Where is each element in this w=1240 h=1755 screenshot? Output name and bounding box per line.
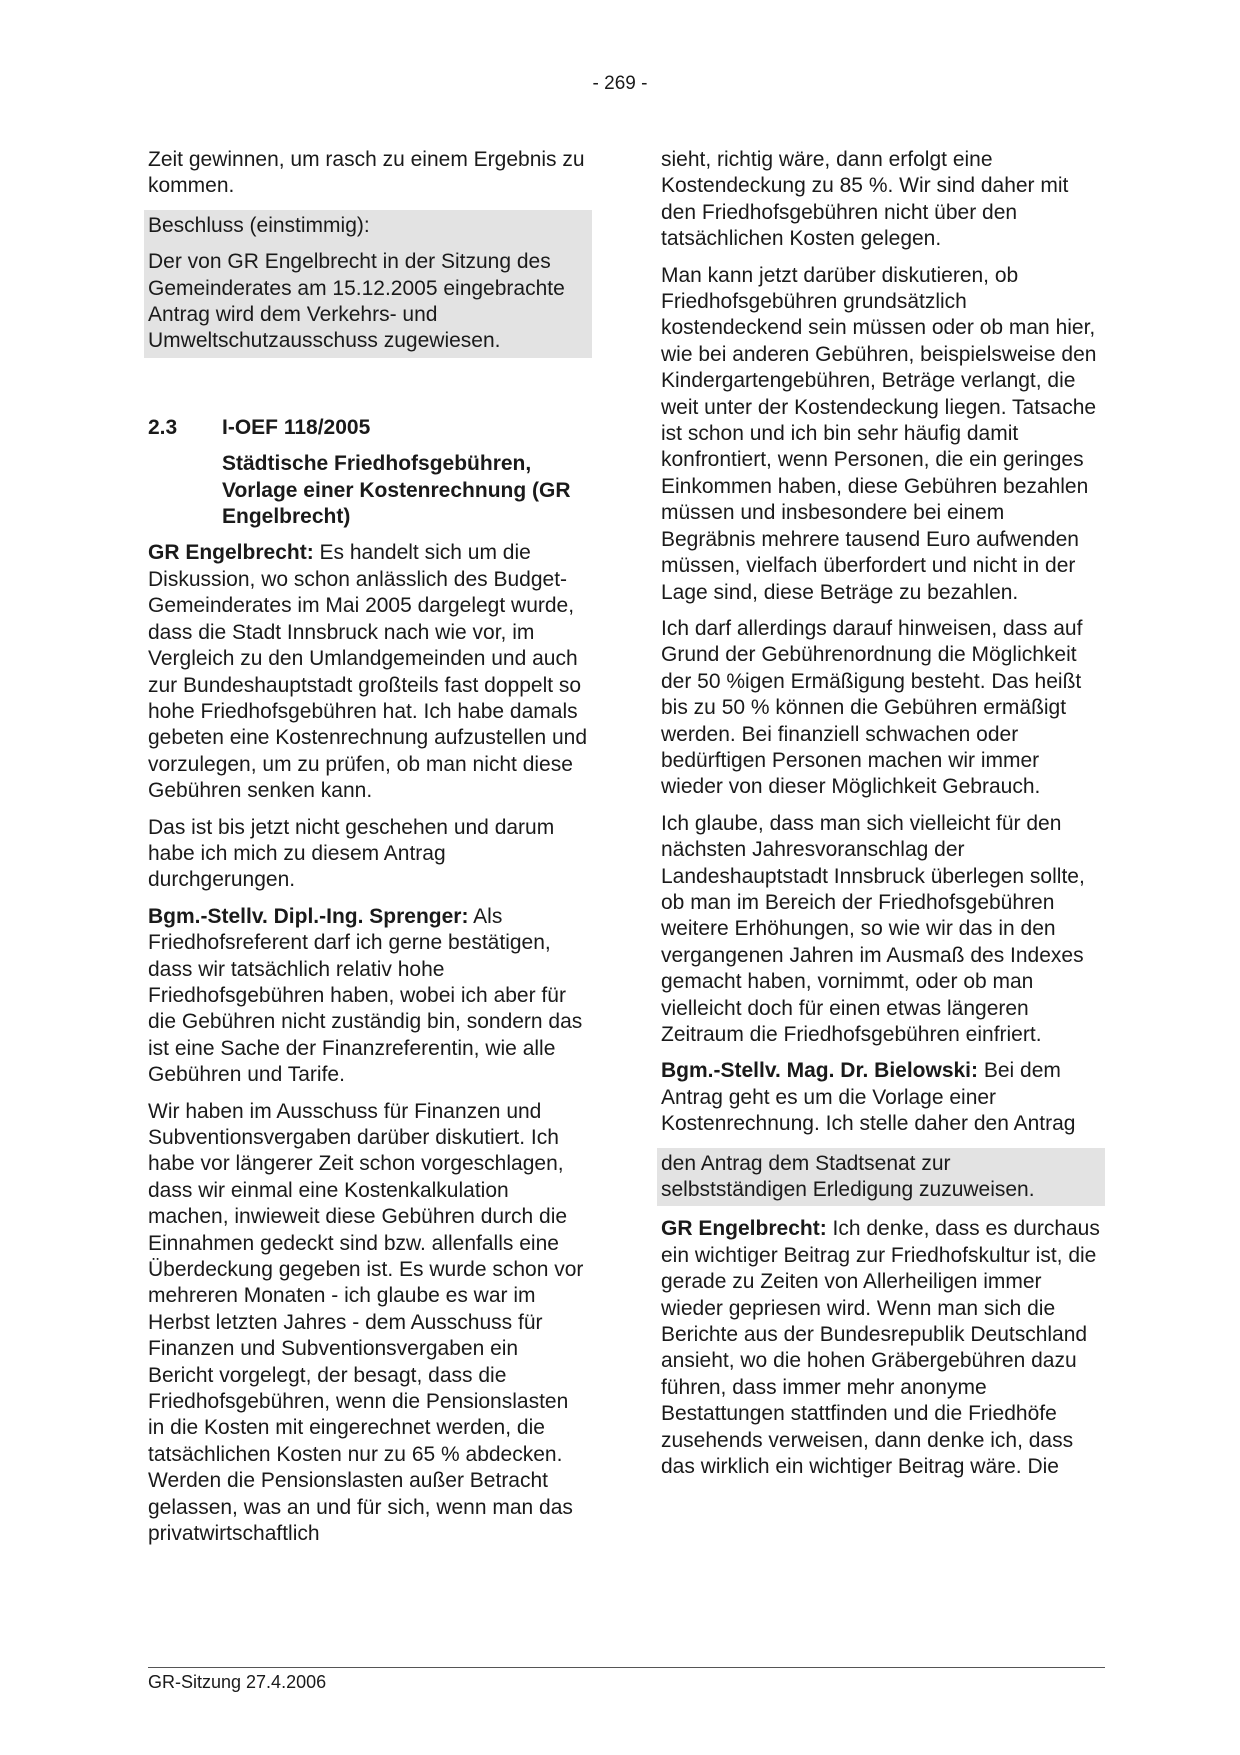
- paragraph: sieht, richtig wäre, dann erfolgt eine Kostendeckung zu 85 %. Wir sind daher mit den Friedhofsgebühren nicht über den tatsächlichen Kosten gelegen.: [661, 148, 1069, 251]
- speaker-name: GR Engelbrecht:: [148, 541, 314, 565]
- right-column: [661, 147, 1101, 1491]
- footer-text: GR-Sitzung 27.4.2006: [148, 1672, 327, 1692]
- section-title: Städtische Friedhofsgebühren, Vorlage einer Kostenrechnung (GR Engelbrecht): [222, 452, 571, 529]
- resolution-heading: Beschluss (einstimmig):: [148, 213, 370, 237]
- speech-text: Ich denke, dass es durchaus ein wichtiger Beitrag zur Friedhofskultur ist, die gerade zu Zeiten von Allerheiligen immer wieder gepriesen wird. Wenn man sich die Berichte aus der Bundesrepublik Deutschland ansieht, wo die hohen Gräbergebühren dazu führen, dass immer mehr anonyme Bestattungen stattfinden und die Friedhöfe zusehends verweisen, dann denke ich, dass das wirklich ein wichtiger Beitrag wäre. Die: [661, 1217, 1100, 1479]
- speaker-name: GR Engelbrecht:: [661, 1217, 827, 1241]
- speech-text: Als Friedhofsreferent darf ich gerne bestätigen, dass wir tatsächlich relativ hohe Friedhofsgebühren haben, wobei ich aber für die Gebühren nicht zuständig bin, sondern das ist eine Sache der Finanzreferentin, wie alle Gebühren und Tarife.: [148, 904, 583, 1087]
- speaker-name: Bgm.-Stellv. Mag. Dr. Bielowski:: [661, 1059, 979, 1083]
- motion-text: den Antrag dem Stadtsenat zur selbstständigen Erledigung zuzuweisen.: [661, 1151, 1035, 1202]
- section-heading: [148, 415, 588, 441]
- paragraph: Das ist bis jetzt nicht geschehen und darum habe ich mich zu diesem Antrag durchgerungen.: [148, 815, 555, 892]
- resolution-box: [144, 210, 592, 358]
- paragraph: Man kann jetzt darüber diskutieren, ob Friedhofsgebühren grundsätzlich kostendeckend sein müssen oder ob man hier, wie bei anderen Gebühren, beispielsweise den Kindergartengebühren, Beträge verlangt, die weit unter der Kostendeckung liegen. Tatsache ist schon und ich bin sehr häufig damit konfrontiert, wenn Personen, die ein geringes Einkommen haben, diese Gebühren bezahlen müssen und insbesondere bei einem Begräbnis mehrere tausend Euro aufwenden müssen, vielfach überfordert und nicht in der Lage sind, diese Beträge zu bezahlen.: [661, 263, 1097, 604]
- section-code: I-OEF 118/2005: [222, 415, 371, 439]
- paragraph: Ich glaube, dass man sich vielleicht für den nächsten Jahresvoranschlag der Landeshauptstadt Innsbruck überlegen sollte, ob man im Bereich der Friedhofsgebühren weitere Erhöhungen, so wie wir das in den vergangenen Jahren im Ausmaß des Indexes gemacht haben, vornimmt, oder ob man vielleicht doch für einen etwas längeren Zeitraum die Friedhofsgebühren einfriert.: [661, 811, 1085, 1046]
- resolution-text: Der von GR Engelbrecht in der Sitzung des Gemeinderates am 15.12.2005 eingebrachte Antrag wird dem Verkehrs- und Umweltschutzausschuss zugewiesen.: [148, 250, 565, 353]
- speech-paragraph: [661, 1058, 1101, 1137]
- speech-paragraph: [661, 1216, 1101, 1480]
- paragraph: Wir haben im Ausschuss für Finanzen und Subventionsvergaben darüber diskutiert. Ich habe vor längerer Zeit schon vorgeschlagen, dass wir einmal eine Kostenkalkulation machen, inwieweit diese Gebühren durch die Einnahmen gedeckt sind bzw. allenfalls eine Überdeckung gegeben ist. Es wurde schon vor mehreren Monaten - ich glaube es war im Herbst letzten Jahres - dem Ausschuss für Finanzen und Subventionsvergaben ein Bericht vorgelegt, der besagt, dass die Friedhofsgebühren, wenn die Pensionslasten in die Kosten mit eingerechnet werden, die tatsächlichen Kosten nur zu 65 % abdecken. Werden die Pensionslasten außer Betracht gelassen, was an und für sich, wenn man das privatwirtschaftlich: [148, 1099, 584, 1546]
- speaker-name: Bgm.-Stellv. Dipl.-Ing. Sprenger:: [148, 904, 469, 928]
- paragraph: Ich darf allerdings darauf hinweisen, dass auf Grund der Gebührenordnung die Möglichkeit der 50 %igen Ermäßigung besteht. Das heißt bis zu 50 % können die Gebühren ermäßigt werden. Bei finanziell schwachen oder bedürftigen Personen machen wir immer wieder von dieser Möglichkeit Gebrauch.: [661, 616, 1083, 799]
- speech-paragraph: [148, 540, 588, 804]
- speech-text: Bei dem Antrag geht es um die Vorlage einer Kostenrechnung. Ich stelle daher den Antrag: [661, 1059, 1076, 1136]
- section-number: 2.3: [148, 415, 178, 439]
- left-column: [148, 147, 588, 1558]
- footer-divider: [148, 1667, 1105, 1668]
- speech-paragraph: [148, 904, 588, 1089]
- motion-box: [657, 1148, 1105, 1207]
- page-number: - 269 -: [592, 73, 648, 94]
- speech-text: Es handelt sich um die Diskussion, wo schon anlässlich des Budget-Gemeinderates im Mai 2005 dargelegt wurde, dass die Stadt Innsbruck nach wie vor, im Vergleich zu den Umlandgemeinden und auch zur Bundeshauptstadt großteils fast doppelt so hohe Friedhofsgebühren hat. Ich habe damals gebeten eine Kostenrechnung aufzustellen und vorzulegen, um zu prüfen, ob man nicht diese Gebühren senken kann.: [148, 541, 588, 803]
- paragraph: Zeit gewinnen, um rasch zu einem Ergebnis zu kommen.: [148, 148, 585, 198]
